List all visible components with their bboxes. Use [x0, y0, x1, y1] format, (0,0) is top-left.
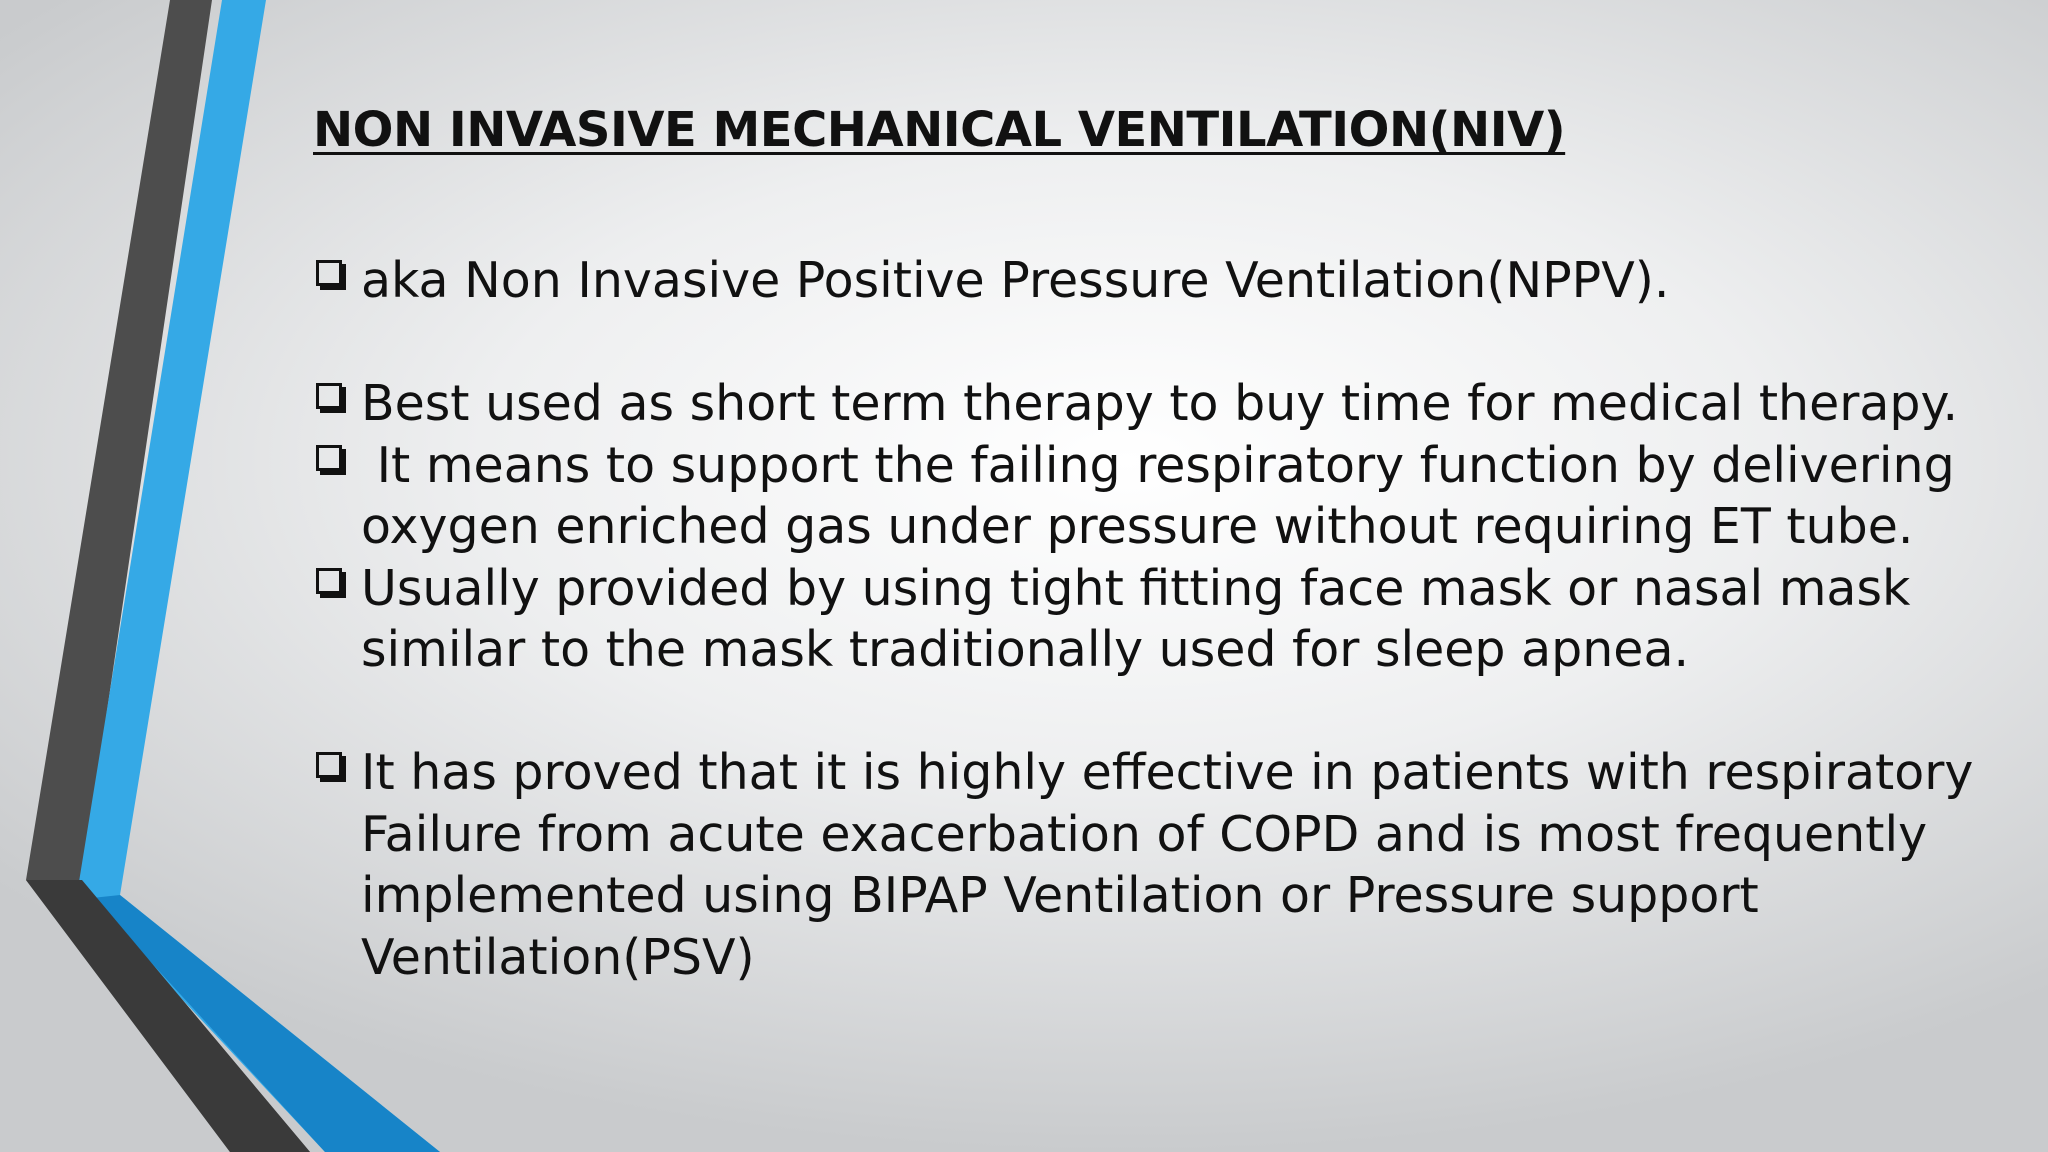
bullet-text: aka Non Invasive Positive Pressure Ventilation(NPPV). — [361, 252, 1670, 309]
bullet-list — [313, 250, 2003, 988]
bullet-item — [313, 435, 2003, 558]
bullet-item — [313, 558, 2003, 681]
bullet-text: implemented using BIPAP Ventilation or Pressure support — [361, 867, 1759, 924]
hollow-square-icon — [316, 752, 342, 778]
hollow-square-icon — [316, 383, 342, 409]
hollow-square-icon — [316, 445, 342, 471]
bullet-text: oxygen enriched gas under pressure without requiring ET tube. — [361, 498, 1914, 555]
hollow-square-icon — [316, 568, 342, 594]
bullet-item — [313, 742, 2003, 988]
slide-title: NON INVASIVE MECHANICAL VENTILATION(NIV) — [313, 102, 1566, 158]
bullet-text: similar to the mask traditionally used for sleep apnea. — [361, 621, 1690, 678]
bullet-text: Failure from acute exacerbation of COPD and is most frequently — [361, 805, 1928, 863]
hollow-square-icon — [316, 260, 342, 286]
bullet-item — [313, 373, 2003, 435]
bullet-text: Usually provided by using tight fitting face mask or nasal mask — [361, 559, 1911, 617]
bullet-text: It means to support the failing respiratory function by delivering — [361, 436, 1955, 494]
bullet-text: Best used as short term therapy to buy time for medical therapy. — [361, 375, 1959, 432]
bullet-text: Ventilation(PSV) — [361, 928, 755, 986]
bullet-item — [313, 250, 2003, 312]
bullet-text: It has proved that it is highly effective in patients with respiratory — [361, 744, 1974, 801]
